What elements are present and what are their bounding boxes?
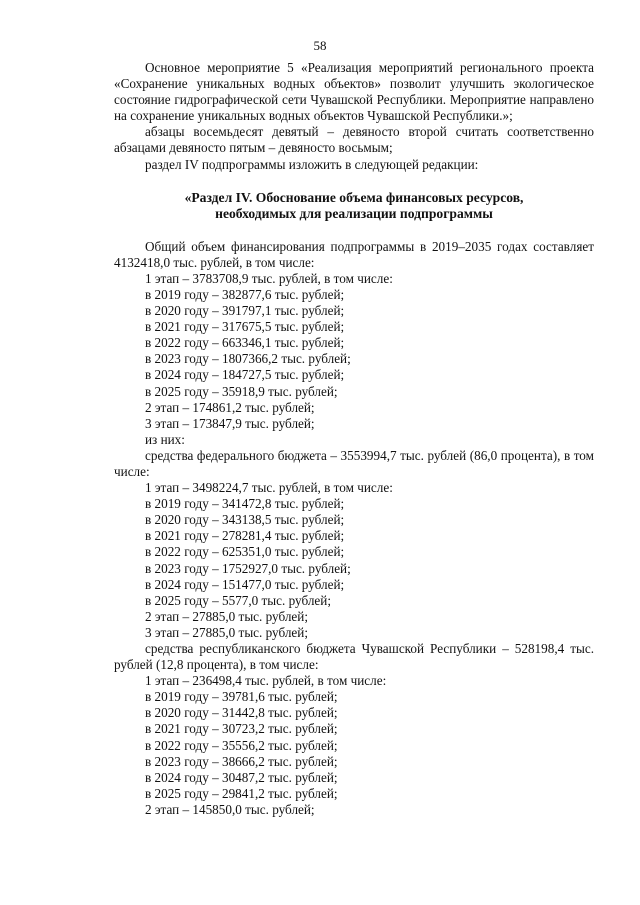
federal-budget-paragraph: средства федерального бюджета – 3553994,7 тыс. рублей (86,0 процента), в том числе:	[114, 447, 594, 479]
page-number: 58	[313, 38, 327, 53]
document-body	[114, 60, 594, 818]
list-item: в 2022 году – 663346,1 тыс. рублей;	[145, 335, 345, 351]
list-item: 3 этап – 173847,9 тыс. рублей;	[145, 415, 315, 431]
list-item: в 2020 году – 391797,1 тыс. рублей;	[145, 303, 345, 319]
total-financing-paragraph: Общий объем финансирования подпрограммы в 2019–2035 годах составляет 4132418,0 тыс. рублей, в том числе:	[114, 238, 594, 270]
list-item: 2 этап – 174861,2 тыс. рублей;	[145, 399, 315, 415]
list-item: 3 этап – 27885,0 тыс. рублей;	[145, 624, 309, 640]
intro-paragraph-event-5: Основное мероприятие 5 «Реализация мероприятий регионального проекта «Сохранение уникальных водных объектов» позволит улучшить экологическое состояние гидрографической сети Чувашской Республики. Мероприятие направлено на сохранение уникальных водных объектов Чувашской Республики.»;	[114, 60, 594, 124]
republic-budget-list	[114, 673, 594, 818]
list-item: в 2025 году – 5577,0 тыс. рублей;	[145, 592, 331, 608]
intro-paragraph-renumbering: абзацы восемьдесят девятый – девяносто второй считать соответственно абзацами девяносто пятым – девяносто восьмым;	[114, 124, 594, 156]
list-item: 1 этап – 3783708,9 тыс. рублей, в том числе:	[145, 270, 393, 286]
list-item: в 2019 году – 382877,6 тыс. рублей;	[145, 286, 345, 302]
list-item: из них:	[145, 431, 185, 447]
list-item: в 2022 году – 35556,2 тыс. рублей;	[145, 737, 338, 753]
federal-budget-list	[114, 480, 594, 641]
list-item: в 2025 году – 29841,2 тыс. рублей;	[145, 785, 338, 801]
list-item: в 2020 году – 31442,8 тыс. рублей;	[145, 705, 338, 721]
total-financing-list	[114, 271, 594, 448]
list-item: в 2024 году – 151477,0 тыс. рублей;	[145, 576, 345, 592]
list-item: в 2024 году – 184727,5 тыс. рублей;	[145, 367, 345, 383]
list-item: 2 этап – 145850,0 тыс. рублей;	[145, 801, 315, 817]
list-item: в 2021 году – 317675,5 тыс. рублей;	[145, 319, 345, 335]
list-item: в 2023 году – 38666,2 тыс. рублей;	[145, 753, 338, 769]
list-item: в 2019 году – 341472,8 тыс. рублей;	[145, 496, 345, 512]
list-item: в 2025 году – 35918,9 тыс. рублей;	[145, 383, 338, 399]
list-item: в 2021 году – 30723,2 тыс. рублей;	[145, 721, 338, 737]
list-item: 1 этап – 236498,4 тыс. рублей, в том числе:	[145, 673, 387, 689]
list-item: 1 этап – 3498224,7 тыс. рублей, в том числе:	[145, 480, 393, 496]
list-item: в 2019 году – 39781,6 тыс. рублей;	[145, 689, 338, 705]
list-item: 2 этап – 27885,0 тыс. рублей;	[145, 608, 309, 624]
section-heading	[114, 190, 594, 223]
list-item: в 2023 году – 1807366,2 тыс. рублей;	[145, 351, 351, 367]
list-item: в 2023 году – 1752927,0 тыс. рублей;	[145, 560, 351, 576]
list-item: в 2024 году – 30487,2 тыс. рублей;	[145, 769, 338, 785]
list-item: в 2022 году – 625351,0 тыс. рублей;	[145, 544, 345, 560]
list-item: в 2021 году – 278281,4 тыс. рублей;	[145, 528, 345, 544]
list-item: в 2020 году – 343138,5 тыс. рублей;	[145, 512, 345, 528]
section-heading-line-1: «Раздел IV. Обоснование объема финансовых ресурсов,	[184, 189, 524, 205]
republic-budget-paragraph: средства республиканского бюджета Чувашской Республики – 528198,4 тыс. рублей (12,8 процента), в том числе:	[114, 641, 594, 673]
intro-paragraph-section-iv: раздел IV подпрограммы изложить в следующей редакции:	[145, 156, 479, 172]
section-heading-line-2: необходимых для реализации подпрограммы	[215, 206, 493, 222]
